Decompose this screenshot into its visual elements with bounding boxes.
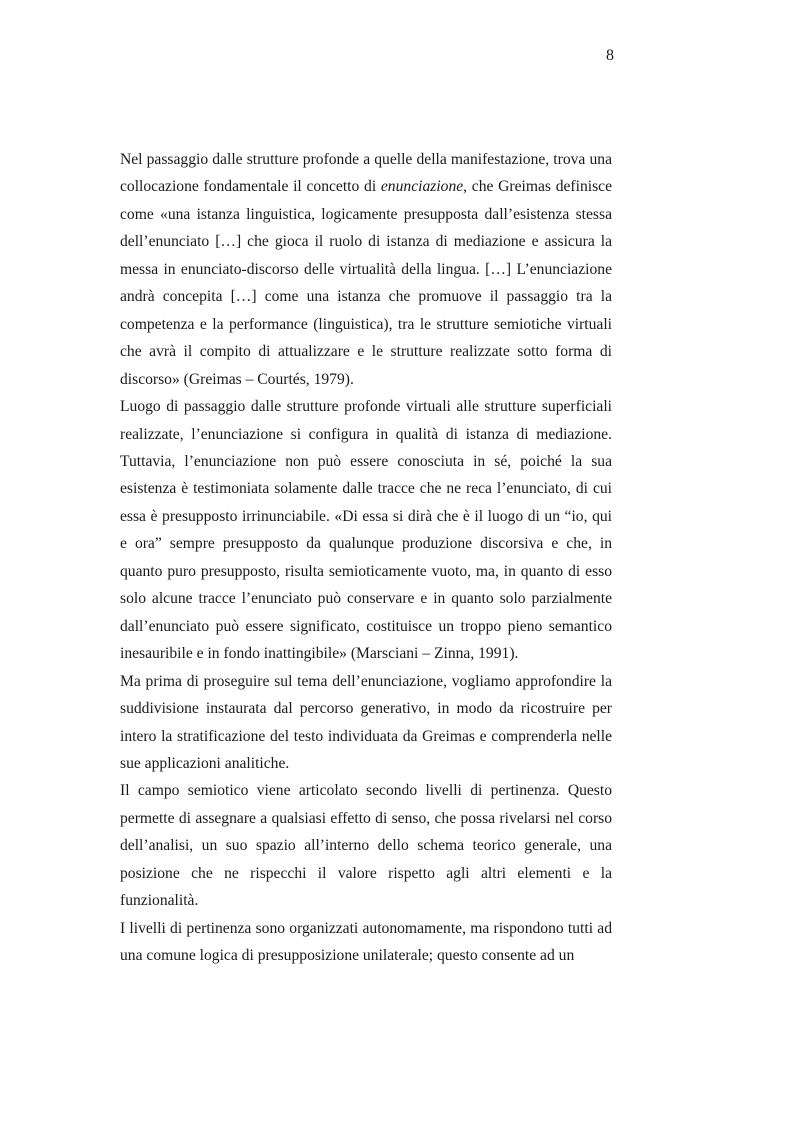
paragraph-text: Nel passaggio dalle strutture profonde a quelle della manifestazione, trova una collocazione fondamentale il concetto di: [120, 151, 612, 196]
page-number: 8: [606, 47, 614, 64]
paragraph-enunciazione-mediation: Luogo di passaggio dalle strutture profonde virtuali alle strutture superficiali realizzate, l’enunciazione si configura in qualità di istanza di mediazione. Tuttavia, l’enunciazione non può essere conosciuta in sé, poiché la sua esistenza è testimoniata solamente dalle tracce che ne reca l’enunciato, di cui essa è presupposto irrinunciabile. «Di essa si dirà che è il luogo di un “io, qui e ora” sempre presupposto da qualunque produzione discorsiva e che, in quanto puro presupposto, risulta semioticamente vuoto, ma, in quanto di esso solo alcune tracce l’enunciato può conservare e in quanto solo parzialmente dall’enunciato può essere significato, costituisce un troppo pieno semantico inesauribile e in fondo inattingibile» (Marsciani – Zinna, 1991).: [120, 398, 612, 663]
body-text: [120, 146, 612, 970]
emphasized-term: enunciazione: [380, 178, 464, 196]
paragraph-percorso-generativo: Ma prima di proseguire sul tema dell’enunciazione, vogliamo approfondire la suddivisione instaurata dal percorso generativo, in modo da ricostruire per intero la stratificazione del testo individuata da Greimas e comprenderla nelle sue applicazioni analitiche.: [120, 672, 612, 772]
paragraph-text: , che Greimas definisce come «una istanza linguistica, logicamente presupposta dall’esistenza stessa dell’enunciato […] che gioca il ruolo di istanza di mediazione e assicura la messa in enunciato-discorso delle virtualità della lingua. […] L’enunciazione andrà concepita […] come una istanza che promuove il passaggio tra la competenza e la performance (linguistica), tra le strutture semiotiche virtuali che avrà il compito di attualizzare e le strutture realizzate sotto forma di discorso» (Greimas – Courtés, 1979).: [120, 178, 612, 388]
paragraph-presupposizione: I livelli di pertinenza sono organizzati autonomamente, ma rispondono tutti ad una comune logica di presupposizione unilaterale; questo consente ad un: [120, 919, 612, 965]
paragraph-enunciazione-definition: [120, 146, 612, 393]
paragraph-livelli-pertinenza: Il campo semiotico viene articolato secondo livelli di pertinenza. Questo permette di assegnare a qualsiasi effetto di senso, che possa rivelarsi nel corso dell’analisi, un suo spazio all’interno dello schema teorico generale, una posizione che ne rispecchi il valore rispetto agli altri elementi e la funzionalità.: [120, 782, 612, 910]
